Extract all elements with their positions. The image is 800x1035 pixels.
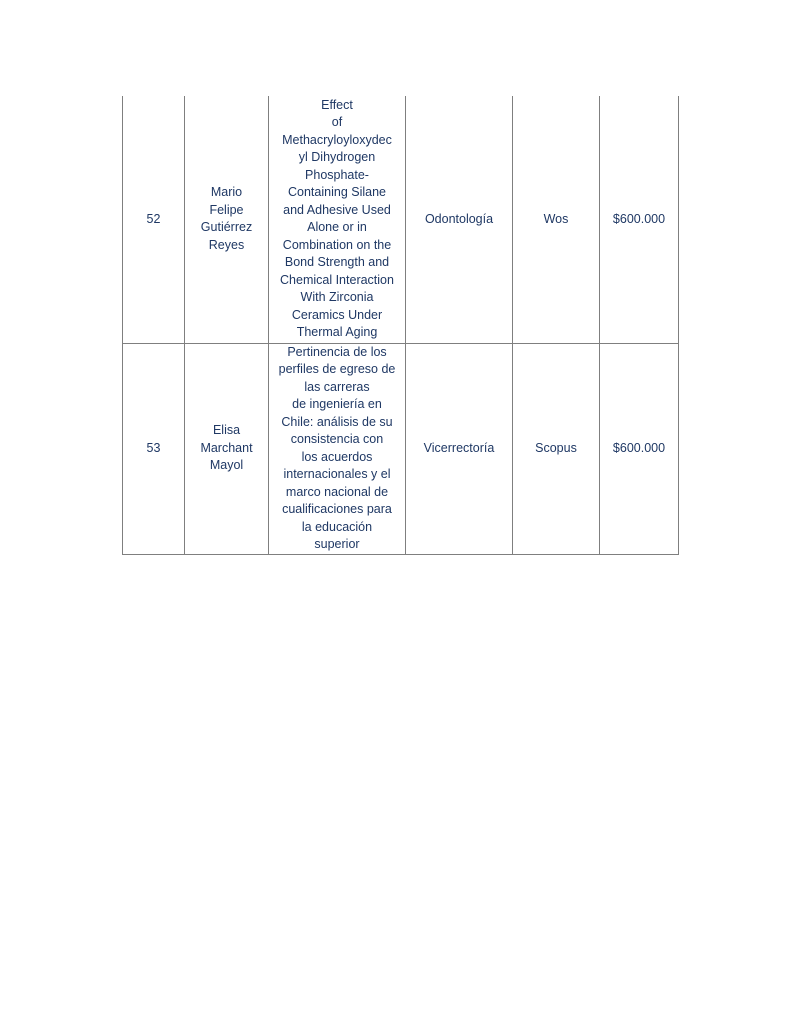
award-amount: $600.000 xyxy=(600,343,679,554)
row-number: 52 xyxy=(123,96,185,343)
publication-title: Effect of Methacryloyloxydec yl Dihydrogen Phosphate- Containing Silane and Adhesive Used Alone or in Combination on the Bond Strength and Chemical Interaction With Zirconia Ceramics Under Thermal Aging xyxy=(269,96,406,343)
publication-title: Pertinencia de los perfiles de egreso de las carreras de ingeniería en Chile: análisis de su consistencia con los acuerdos internacionales y el marco nacional de cualificaciones para la educación superior xyxy=(269,343,406,554)
table-row xyxy=(123,343,679,554)
index-database: Wos xyxy=(513,96,600,343)
award-amount: $600.000 xyxy=(600,96,679,343)
author-name: Elisa Marchant Mayol xyxy=(185,343,269,554)
index-database: Scopus xyxy=(513,343,600,554)
author-name: Mario Felipe Gutiérrez Reyes xyxy=(185,96,269,343)
academic-unit: Odontología xyxy=(406,96,513,343)
awards-table xyxy=(122,96,679,555)
table-row xyxy=(123,96,679,343)
academic-unit: Vicerrectoría xyxy=(406,343,513,554)
row-number: 53 xyxy=(123,343,185,554)
